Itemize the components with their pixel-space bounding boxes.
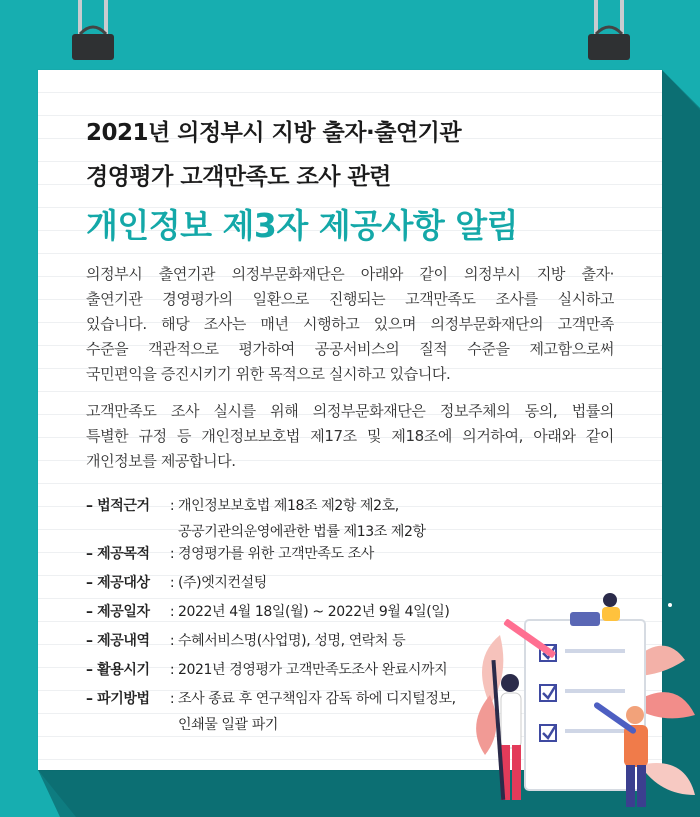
item-value-line: 2022년 4월 18일(월) ~ 2022년 9월 4일(일) (178, 604, 450, 620)
second-line: 개인정보를 제공합니다. (86, 452, 236, 470)
second-line: 고객만족도 조사 실시를 위해 의정부문화재단은 정보주체의 동의, 법률의 (86, 402, 614, 420)
item-value-line: (주)엣지컨설팅 (178, 575, 267, 591)
item-label: – 파기방법 (86, 691, 150, 707)
item-value-line: 개인정보보호법 제18조 제2항 제2호, (178, 498, 399, 514)
item-colon: : (169, 633, 175, 649)
item-label: – 제공일자 (86, 604, 150, 620)
list-item (86, 543, 506, 572)
item-label: – 제공목적 (86, 546, 150, 562)
item-value-line: 조사 종료 후 연구책임자 감독 하에 디지털정보, (178, 691, 456, 707)
item-value (178, 659, 506, 681)
item-colon: : (169, 575, 175, 591)
item-value (178, 601, 506, 623)
item-value-line: 수혜서비스명(사업명), 성명, 연락처 등 (178, 633, 406, 649)
checklist-illustration (470, 565, 700, 817)
item-colon: : (169, 662, 175, 678)
intro-paragraph (86, 262, 614, 387)
list-item (86, 601, 506, 630)
intro-line: 국민편익을 증진시키기 위한 목적으로 실시하고 있습니다. (86, 365, 451, 383)
item-colon: : (169, 546, 175, 562)
item-label: – 법적근거 (86, 498, 150, 514)
item-label: – 제공대상 (86, 575, 150, 591)
item-value-line: 2021년 경영평가 고객만족도조사 완료시까지 (178, 662, 448, 678)
item-value (178, 572, 506, 594)
second-paragraph (86, 399, 614, 474)
title-line-2: 경영평가 고객만족도 조사 관련 (86, 164, 391, 190)
item-value (178, 688, 506, 736)
binder-clip-icon (66, 0, 120, 62)
list-item (86, 659, 506, 688)
item-colon: : (169, 691, 175, 707)
item-label: – 제공내역 (86, 633, 150, 649)
list-item (86, 688, 506, 736)
list-item (86, 572, 506, 601)
item-value-line: 공공기관의운영에관한 법률 제13조 제2항 (178, 524, 426, 540)
item-colon: : (169, 498, 175, 514)
list-item (86, 630, 506, 659)
item-value (178, 495, 506, 543)
item-value (178, 543, 506, 565)
item-value-line: 경영평가를 위한 고객만족도 조사 (178, 546, 374, 562)
item-colon: : (169, 604, 175, 620)
item-value-line: 인쇄물 일괄 파기 (178, 717, 278, 733)
intro-line: 수준을 객관적으로 평가하여 공공서비스의 질적 수준을 제고함으로써 (86, 340, 614, 358)
item-label: – 활용시기 (86, 662, 150, 678)
intro-line: 있습니다. 해당 조사는 매년 시행하고 있으며 의정부문화재단의 고객만족 (86, 315, 614, 333)
second-line: 특별한 규정 등 개인정보보호법 제17조 및 제18조에 의거하여, 아래와 같이 (86, 427, 614, 445)
title-line-1: 2021년 의정부시 지방 출자·출연기관 (86, 120, 462, 146)
intro-line: 출연기관 경영평가의 일환으로 진행되는 고객만족도 조사를 실시하고 (86, 290, 614, 308)
title-accent: 개인정보 제3자 제공사항 알림 (86, 206, 518, 245)
binder-clip-icon (582, 0, 636, 62)
intro-line: 의정부시 출연기관 의정부문화재단은 아래와 같이 의정부시 지방 출자· (86, 265, 614, 283)
info-list (86, 495, 506, 736)
list-item (86, 495, 506, 543)
item-value (178, 630, 506, 652)
